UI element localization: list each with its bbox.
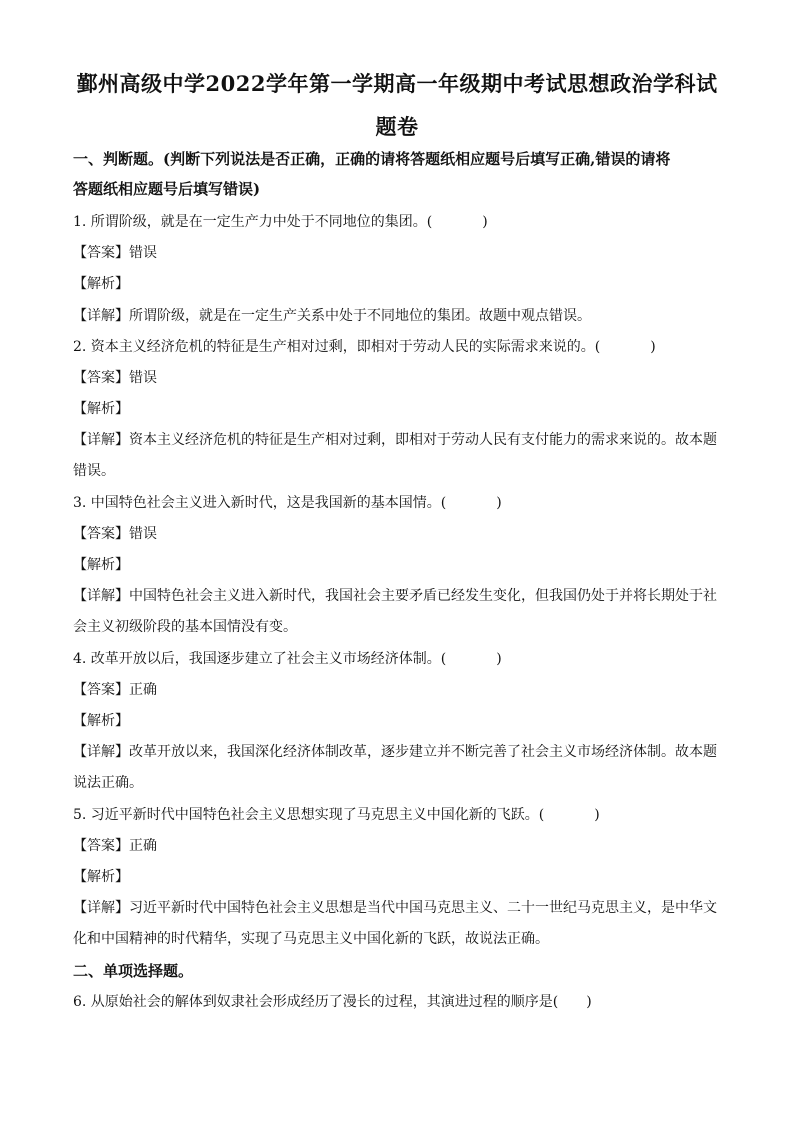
analysis-label: 【解析】 <box>73 713 129 729</box>
analysis-label: 【解析】 <box>73 276 129 292</box>
answer-label: 【答案】 <box>73 245 129 261</box>
question-2-paren-end: ) <box>650 339 656 355</box>
detail-label: 【详解】 <box>73 432 129 448</box>
detail-label: 【详解】 <box>73 900 129 916</box>
question-4-stem: 4. 改革开放以后，我国逐步建立了社会主义市场经济体制。( <box>73 651 447 667</box>
question-4-detail-2: 说法正确。 <box>73 775 143 791</box>
detail-line <box>73 742 733 762</box>
question-1-paren-end: ) <box>482 214 488 230</box>
question-2-stem: 2. 资本主义经济危机的特征是生产相对过剩，即相对于劳动人民的实际需求来说的。( <box>73 339 601 355</box>
analysis-label: 【解析】 <box>73 557 129 573</box>
question-5-detail-1: 习近平新时代中国特色社会主义思想是当代中国马克思主义、二十一世纪马克思主义，是中华文 <box>129 900 717 916</box>
question-3-detail-1: 中国特色社会主义进入新时代，我国社会主要矛盾已经发生变化，但我国仍处于并将长期处于社 <box>129 588 717 604</box>
section1-heading-line2: 答题纸相应题号后填写错误) <box>73 180 261 198</box>
question-3-stem: 3. 中国特色社会主义进入新时代，这是我国新的基本国情。( <box>73 495 447 511</box>
question-2-answer: 错误 <box>129 370 157 386</box>
answer-line <box>73 680 733 700</box>
answer-line <box>73 524 733 544</box>
question-stem <box>73 337 733 357</box>
answer-line <box>73 368 733 388</box>
section1-heading-line1: 一、判断题。(判断下列说法是否正确，正确的请将答题纸相应题号后填写正确,错误的请将 <box>73 150 671 168</box>
question-4-answer: 正确 <box>129 682 157 698</box>
answer-label: 【答案】 <box>73 370 129 386</box>
analysis-label: 【解析】 <box>73 869 129 885</box>
analysis-label: 【解析】 <box>73 401 129 417</box>
question-5-detail-2: 化和中国精神的时代精华，实现了马克思主义中国化新的飞跃，故说法正确。 <box>73 931 549 947</box>
question-3-answer: 错误 <box>129 526 157 542</box>
answer-label: 【答案】 <box>73 838 129 854</box>
detail-line <box>73 430 733 450</box>
question-stem <box>73 992 733 1012</box>
answer-line <box>73 243 733 263</box>
question-3-paren-end: ) <box>496 495 502 511</box>
answer-line <box>73 836 733 856</box>
detail-label: 【详解】 <box>73 744 129 760</box>
detail-label: 【详解】 <box>73 308 129 324</box>
question-stem <box>73 493 733 513</box>
detail-line <box>73 898 733 918</box>
question-5-paren-end: ) <box>594 807 600 823</box>
exam-title-line1: 鄞州高级中学2022学年第一学期高一年级期中考试思想政治学科试 <box>76 71 718 96</box>
question-3-detail-2: 会主义初级阶段的基本国情没有变。 <box>73 619 297 635</box>
detail-line <box>73 586 733 606</box>
question-4-paren-end: ) <box>496 651 502 667</box>
question-1-answer: 错误 <box>129 245 157 261</box>
question-1-stem: 1. 所谓阶级，就是在一定生产力中处于不同地位的集团。( <box>73 214 433 230</box>
question-1-detail-1: 所谓阶级，就是在一定生产关系中处于不同地位的集团。故题中观点错误。 <box>129 308 591 324</box>
question-stem <box>73 212 733 232</box>
exam-title-line2: 题卷 <box>375 114 419 139</box>
question-4-detail-1: 改革开放以来，我国深化经济体制改革，逐步建立并不断完善了社会主义市场经济体制。故本题 <box>129 744 717 760</box>
answer-label: 【答案】 <box>73 682 129 698</box>
question-2-detail-2: 错误。 <box>73 463 115 479</box>
detail-line <box>73 306 733 326</box>
detail-label: 【详解】 <box>73 588 129 604</box>
question-stem <box>73 649 733 669</box>
section2-heading: 二、单项选择题。 <box>73 962 194 980</box>
question-2-detail-1: 资本主义经济危机的特征是生产相对过剩，即相对于劳动人民有支付能力的需求来说的。故本题 <box>129 432 717 448</box>
question-5-answer: 正确 <box>129 838 157 854</box>
question-6-stem: 6. 从原始社会的解体到奴隶社会形成经历了漫长的过程，其演进过程的顺序是( <box>73 994 559 1010</box>
question-stem <box>73 805 733 825</box>
question-6-paren-end: ) <box>586 994 592 1010</box>
question-5-stem: 5. 习近平新时代中国特色社会主义思想实现了马克思主义中国化新的飞跃。( <box>73 807 545 823</box>
answer-label: 【答案】 <box>73 526 129 542</box>
